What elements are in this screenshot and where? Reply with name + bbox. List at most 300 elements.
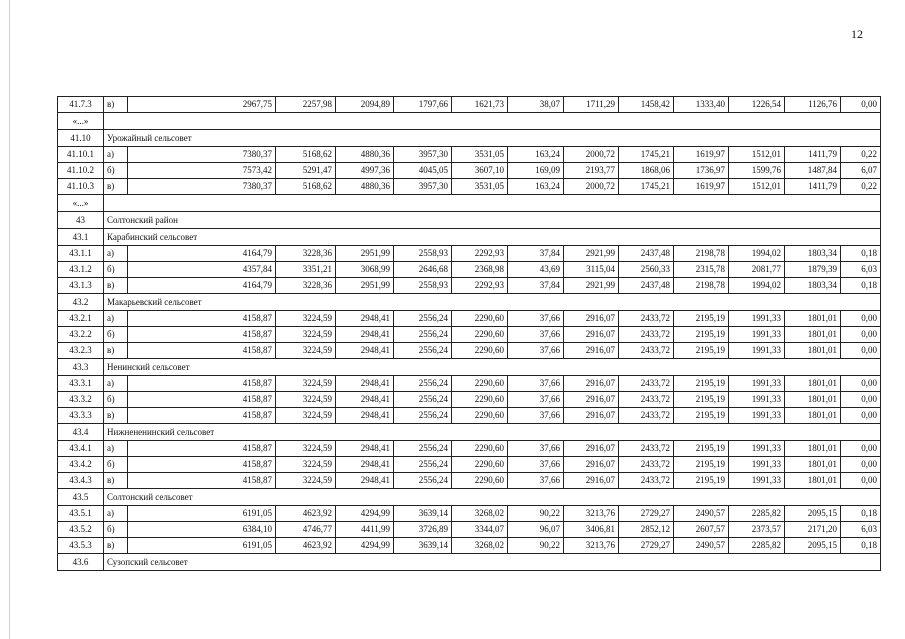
value-cell: 2433,72 <box>619 376 674 392</box>
value-cell: 2916,07 <box>564 327 619 343</box>
value-cell: 2290,60 <box>452 343 508 359</box>
row-code: 43.1 <box>58 229 104 246</box>
value-cell: 2916,07 <box>564 457 619 473</box>
value-cell: 2195,19 <box>674 311 729 327</box>
row-subitem: в) <box>104 179 128 195</box>
table-row <box>58 97 881 113</box>
value-cell: 4158,87 <box>128 457 276 473</box>
value-cell: 3639,14 <box>394 538 452 554</box>
table-row <box>58 457 881 473</box>
value-cell: 6,03 <box>841 522 881 538</box>
value-cell: 2556,24 <box>394 457 452 473</box>
value-cell: 4357,84 <box>128 262 276 278</box>
section-title <box>104 195 881 212</box>
value-cell: 2290,60 <box>452 473 508 489</box>
value-cell: 2948,41 <box>336 376 394 392</box>
value-cell: 2198,78 <box>674 246 729 262</box>
value-cell: 7380,37 <box>128 179 276 195</box>
value-cell: 2607,57 <box>674 522 729 538</box>
section-title: Урожайный сельсовет <box>104 130 881 147</box>
value-cell: 2490,57 <box>674 506 729 522</box>
value-cell: 2948,41 <box>336 343 394 359</box>
value-cell: 1801,01 <box>785 343 841 359</box>
row-code: 43.3.2 <box>58 392 104 408</box>
value-cell: 37,66 <box>508 311 564 327</box>
row-code: «...» <box>58 113 104 130</box>
value-cell: 3213,76 <box>564 506 619 522</box>
value-cell: 2916,07 <box>564 311 619 327</box>
table-row <box>58 327 881 343</box>
value-cell: 0,00 <box>841 327 881 343</box>
row-code: 43.3 <box>58 359 104 376</box>
value-cell: 6191,05 <box>128 506 276 522</box>
value-cell: 2948,41 <box>336 392 394 408</box>
value-cell: 2916,07 <box>564 408 619 424</box>
value-cell: 3224,59 <box>276 441 336 457</box>
value-cell: 4158,87 <box>128 311 276 327</box>
row-subitem: в) <box>104 343 128 359</box>
table-row <box>58 554 881 571</box>
value-cell: 2556,24 <box>394 327 452 343</box>
value-cell: 1803,34 <box>785 246 841 262</box>
value-cell: 2556,24 <box>394 311 452 327</box>
value-cell: 3531,05 <box>452 179 508 195</box>
value-cell: 4164,79 <box>128 246 276 262</box>
value-cell: 1801,01 <box>785 408 841 424</box>
value-cell: 1512,01 <box>729 147 785 163</box>
row-code: 41.10.1 <box>58 147 104 163</box>
value-cell: 37,66 <box>508 457 564 473</box>
value-cell: 1599,76 <box>729 163 785 179</box>
value-cell: 7380,37 <box>128 147 276 163</box>
value-cell: 2433,72 <box>619 408 674 424</box>
value-cell: 1991,33 <box>729 376 785 392</box>
value-cell: 6191,05 <box>128 538 276 554</box>
value-cell: 1994,02 <box>729 278 785 294</box>
section-title: Сузопский сельсовет <box>104 554 881 571</box>
section-title <box>104 113 881 130</box>
value-cell: 37,66 <box>508 376 564 392</box>
value-cell: 4158,87 <box>128 376 276 392</box>
value-cell: 4294,99 <box>336 538 394 554</box>
value-cell: 1711,29 <box>564 97 619 113</box>
value-cell: 2292,93 <box>452 278 508 294</box>
value-cell: 4623,92 <box>276 538 336 554</box>
row-code: 43 <box>58 212 104 229</box>
value-cell: 1226,54 <box>729 97 785 113</box>
value-cell: 38,07 <box>508 97 564 113</box>
table-row <box>58 212 881 229</box>
value-cell: 1487,84 <box>785 163 841 179</box>
value-cell: 1803,34 <box>785 278 841 294</box>
row-subitem: а) <box>104 441 128 457</box>
value-cell: 3531,05 <box>452 147 508 163</box>
value-cell: 0,00 <box>841 408 881 424</box>
value-cell: 4045,05 <box>394 163 452 179</box>
value-cell: 2433,72 <box>619 311 674 327</box>
row-code: 41.10 <box>58 130 104 147</box>
value-cell: 3224,59 <box>276 343 336 359</box>
value-cell: 0,00 <box>841 311 881 327</box>
row-code: 43.4.2 <box>58 457 104 473</box>
value-cell: 2556,24 <box>394 441 452 457</box>
value-cell: 6384,10 <box>128 522 276 538</box>
value-cell: 2558,93 <box>394 246 452 262</box>
table-row <box>58 147 881 163</box>
value-cell: 2290,60 <box>452 376 508 392</box>
value-cell: 4294,99 <box>336 506 394 522</box>
value-cell: 1991,33 <box>729 408 785 424</box>
row-code: 43.4.3 <box>58 473 104 489</box>
value-cell: 1991,33 <box>729 392 785 408</box>
value-cell: 3607,10 <box>452 163 508 179</box>
value-cell: 2290,60 <box>452 408 508 424</box>
value-cell: 1745,21 <box>619 147 674 163</box>
table-row <box>58 262 881 278</box>
row-code: 43.2.2 <box>58 327 104 343</box>
table-row <box>58 376 881 392</box>
value-cell: 3406,81 <box>564 522 619 538</box>
value-cell: 2094,89 <box>336 97 394 113</box>
value-cell: 1797,66 <box>394 97 452 113</box>
table-row <box>58 408 881 424</box>
value-cell: 5168,62 <box>276 147 336 163</box>
value-cell: 0,00 <box>841 97 881 113</box>
value-cell: 0,22 <box>841 179 881 195</box>
row-subitem: а) <box>104 376 128 392</box>
table-row <box>58 229 881 246</box>
row-subitem: а) <box>104 246 128 262</box>
value-cell: 2000,72 <box>564 179 619 195</box>
value-cell: 2916,07 <box>564 441 619 457</box>
value-cell: 1991,33 <box>729 343 785 359</box>
value-cell: 37,66 <box>508 392 564 408</box>
value-cell: 1126,76 <box>785 97 841 113</box>
table-row <box>58 392 881 408</box>
value-cell: 2948,41 <box>336 408 394 424</box>
section-title: Солтонский сельсовет <box>104 489 881 506</box>
value-cell: 2951,99 <box>336 278 394 294</box>
row-subitem: а) <box>104 311 128 327</box>
value-cell: 2556,24 <box>394 376 452 392</box>
value-cell: 1991,33 <box>729 457 785 473</box>
value-cell: 2948,41 <box>336 457 394 473</box>
value-cell: 4746,77 <box>276 522 336 538</box>
value-cell: 2290,60 <box>452 457 508 473</box>
section-title: Макарьевский сельсовет <box>104 294 881 311</box>
value-cell: 2433,72 <box>619 441 674 457</box>
value-cell: 2433,72 <box>619 343 674 359</box>
value-cell: 2916,07 <box>564 343 619 359</box>
table-row <box>58 538 881 554</box>
value-cell: 4158,87 <box>128 441 276 457</box>
table-row <box>58 489 881 506</box>
row-code: 41.10.3 <box>58 179 104 195</box>
value-cell: 90,22 <box>508 538 564 554</box>
value-cell: 43,69 <box>508 262 564 278</box>
row-code: 43.1.2 <box>58 262 104 278</box>
row-code: 43.1.3 <box>58 278 104 294</box>
table-row <box>58 163 881 179</box>
value-cell: 0,18 <box>841 506 881 522</box>
value-cell: 7573,42 <box>128 163 276 179</box>
value-cell: 2095,15 <box>785 538 841 554</box>
value-cell: 0,00 <box>841 457 881 473</box>
table-row <box>58 311 881 327</box>
value-cell: 1991,33 <box>729 311 785 327</box>
page-number: 12 <box>851 27 863 41</box>
value-cell: 2556,24 <box>394 473 452 489</box>
row-subitem: в) <box>104 278 128 294</box>
value-cell: 2951,99 <box>336 246 394 262</box>
row-code: 43.5.2 <box>58 522 104 538</box>
value-cell: 0,18 <box>841 246 881 262</box>
table-row <box>58 506 881 522</box>
value-cell: 3224,59 <box>276 392 336 408</box>
value-cell: 0,00 <box>841 392 881 408</box>
value-cell: 0,18 <box>841 538 881 554</box>
value-cell: 0,00 <box>841 376 881 392</box>
value-cell: 2967,75 <box>128 97 276 113</box>
value-cell: 2437,48 <box>619 246 674 262</box>
value-cell: 2948,41 <box>336 311 394 327</box>
value-cell: 2433,72 <box>619 327 674 343</box>
value-cell: 0,00 <box>841 441 881 457</box>
value-cell: 1619,97 <box>674 179 729 195</box>
value-cell: 2368,98 <box>452 262 508 278</box>
row-subitem: б) <box>104 457 128 473</box>
value-cell: 37,84 <box>508 278 564 294</box>
table-row <box>58 424 881 441</box>
value-cell: 2171,20 <box>785 522 841 538</box>
row-code: 43.1.1 <box>58 246 104 262</box>
row-code: 43.3.1 <box>58 376 104 392</box>
value-cell: 37,66 <box>508 327 564 343</box>
value-cell: 2560,33 <box>619 262 674 278</box>
row-code: 43.5.3 <box>58 538 104 554</box>
value-cell: 2195,19 <box>674 441 729 457</box>
value-cell: 2285,82 <box>729 538 785 554</box>
value-cell: 1621,73 <box>452 97 508 113</box>
value-cell: 2290,60 <box>452 327 508 343</box>
value-cell: 2729,27 <box>619 538 674 554</box>
value-cell: 4880,36 <box>336 147 394 163</box>
value-cell: 2000,72 <box>564 147 619 163</box>
value-cell: 1994,02 <box>729 246 785 262</box>
row-code: 43.4.1 <box>58 441 104 457</box>
value-cell: 1801,01 <box>785 457 841 473</box>
row-subitem: б) <box>104 327 128 343</box>
row-subitem: в) <box>104 473 128 489</box>
value-cell: 37,66 <box>508 343 564 359</box>
table-row <box>58 294 881 311</box>
value-cell: 2921,99 <box>564 246 619 262</box>
table-row <box>58 195 881 212</box>
value-cell: 3726,89 <box>394 522 452 538</box>
value-cell: 2257,98 <box>276 97 336 113</box>
value-cell: 1991,33 <box>729 473 785 489</box>
row-code: 43.4 <box>58 424 104 441</box>
value-cell: 1801,01 <box>785 473 841 489</box>
value-cell: 4997,36 <box>336 163 394 179</box>
value-cell: 3957,30 <box>394 179 452 195</box>
value-cell: 1333,40 <box>674 97 729 113</box>
value-cell: 37,66 <box>508 473 564 489</box>
value-cell: 3224,59 <box>276 457 336 473</box>
value-cell: 1411,79 <box>785 179 841 195</box>
value-cell: 1801,01 <box>785 441 841 457</box>
row-code: 43.2.3 <box>58 343 104 359</box>
value-cell: 2195,19 <box>674 343 729 359</box>
value-cell: 1801,01 <box>785 327 841 343</box>
value-cell: 4623,92 <box>276 506 336 522</box>
value-cell: 1801,01 <box>785 376 841 392</box>
scan-edge-line <box>9 0 10 639</box>
value-cell: 1619,97 <box>674 147 729 163</box>
value-cell: 2916,07 <box>564 473 619 489</box>
value-cell: 3115,04 <box>564 262 619 278</box>
value-cell: 4158,87 <box>128 392 276 408</box>
value-cell: 2921,99 <box>564 278 619 294</box>
row-subitem: б) <box>104 392 128 408</box>
value-cell: 2556,24 <box>394 392 452 408</box>
table-row <box>58 179 881 195</box>
value-cell: 2290,60 <box>452 441 508 457</box>
value-cell: 2916,07 <box>564 376 619 392</box>
value-cell: 3351,21 <box>276 262 336 278</box>
row-subitem: б) <box>104 163 128 179</box>
row-code: 41.7.3 <box>58 97 104 113</box>
value-cell: 0,00 <box>841 473 881 489</box>
value-cell: 1736,97 <box>674 163 729 179</box>
row-subitem: а) <box>104 147 128 163</box>
table-row <box>58 246 881 262</box>
table-row <box>58 441 881 457</box>
value-cell: 37,66 <box>508 441 564 457</box>
value-cell: 0,00 <box>841 343 881 359</box>
section-title: Ненинский сельсовет <box>104 359 881 376</box>
value-cell: 3224,59 <box>276 408 336 424</box>
value-cell: 2729,27 <box>619 506 674 522</box>
row-code: 43.2.1 <box>58 311 104 327</box>
row-code: 43.2 <box>58 294 104 311</box>
value-cell: 4158,87 <box>128 408 276 424</box>
table-row <box>58 130 881 147</box>
value-cell: 2195,19 <box>674 473 729 489</box>
value-cell: 3957,30 <box>394 147 452 163</box>
value-cell: 3224,59 <box>276 376 336 392</box>
row-subitem: в) <box>104 408 128 424</box>
value-cell: 3268,02 <box>452 506 508 522</box>
value-cell: 2198,78 <box>674 278 729 294</box>
value-cell: 1512,01 <box>729 179 785 195</box>
value-cell: 1745,21 <box>619 179 674 195</box>
value-cell: 3068,99 <box>336 262 394 278</box>
value-cell: 1879,39 <box>785 262 841 278</box>
value-cell: 2195,19 <box>674 457 729 473</box>
value-cell: 3268,02 <box>452 538 508 554</box>
value-cell: 1801,01 <box>785 311 841 327</box>
value-cell: 1458,42 <box>619 97 674 113</box>
row-code: «...» <box>58 195 104 212</box>
value-cell: 2490,57 <box>674 538 729 554</box>
table-row <box>58 343 881 359</box>
row-code: 43.6 <box>58 554 104 571</box>
value-cell: 1868,06 <box>619 163 674 179</box>
section-title: Нижнененинский сельсовет <box>104 424 881 441</box>
value-cell: 2556,24 <box>394 343 452 359</box>
table-row <box>58 278 881 294</box>
value-cell: 3344,07 <box>452 522 508 538</box>
value-cell: 1991,33 <box>729 441 785 457</box>
value-cell: 2558,93 <box>394 278 452 294</box>
value-cell: 3224,59 <box>276 311 336 327</box>
value-cell: 2433,72 <box>619 392 674 408</box>
value-cell: 2948,41 <box>336 327 394 343</box>
table-row <box>58 473 881 489</box>
value-cell: 1411,79 <box>785 147 841 163</box>
value-cell: 2195,19 <box>674 392 729 408</box>
value-cell: 2290,60 <box>452 392 508 408</box>
value-cell: 3224,59 <box>276 327 336 343</box>
value-cell: 2195,19 <box>674 376 729 392</box>
value-cell: 96,07 <box>508 522 564 538</box>
value-cell: 2646,68 <box>394 262 452 278</box>
value-cell: 3224,59 <box>276 473 336 489</box>
row-code: 43.5.1 <box>58 506 104 522</box>
value-cell: 3213,76 <box>564 538 619 554</box>
value-cell: 2916,07 <box>564 392 619 408</box>
value-cell: 3639,14 <box>394 506 452 522</box>
value-cell: 163,24 <box>508 179 564 195</box>
value-cell: 4158,87 <box>128 327 276 343</box>
value-cell: 5168,62 <box>276 179 336 195</box>
value-cell: 169,09 <box>508 163 564 179</box>
value-cell: 2195,19 <box>674 327 729 343</box>
row-subitem: б) <box>104 522 128 538</box>
value-cell: 2437,48 <box>619 278 674 294</box>
table-row <box>58 113 881 130</box>
value-cell: 2556,24 <box>394 408 452 424</box>
value-cell: 2433,72 <box>619 473 674 489</box>
table-row <box>58 522 881 538</box>
value-cell: 2290,60 <box>452 311 508 327</box>
value-cell: 163,24 <box>508 147 564 163</box>
value-cell: 4158,87 <box>128 343 276 359</box>
row-subitem: а) <box>104 506 128 522</box>
value-cell: 4411,99 <box>336 522 394 538</box>
value-cell: 2433,72 <box>619 457 674 473</box>
section-title: Солтонский район <box>104 212 881 229</box>
value-cell: 2193,77 <box>564 163 619 179</box>
value-cell: 2292,93 <box>452 246 508 262</box>
table-row <box>58 359 881 376</box>
value-cell: 6,03 <box>841 262 881 278</box>
value-cell: 0,18 <box>841 278 881 294</box>
value-cell: 1991,33 <box>729 327 785 343</box>
row-code: 43.3.3 <box>58 408 104 424</box>
row-subitem: в) <box>104 538 128 554</box>
value-cell: 3228,36 <box>276 246 336 262</box>
section-title: Карабинский сельсовет <box>104 229 881 246</box>
value-cell: 6,07 <box>841 163 881 179</box>
row-code: 41.10.2 <box>58 163 104 179</box>
value-cell: 2195,19 <box>674 408 729 424</box>
value-cell: 2315,78 <box>674 262 729 278</box>
value-cell: 2948,41 <box>336 441 394 457</box>
value-cell: 2095,15 <box>785 506 841 522</box>
value-cell: 3228,36 <box>276 278 336 294</box>
